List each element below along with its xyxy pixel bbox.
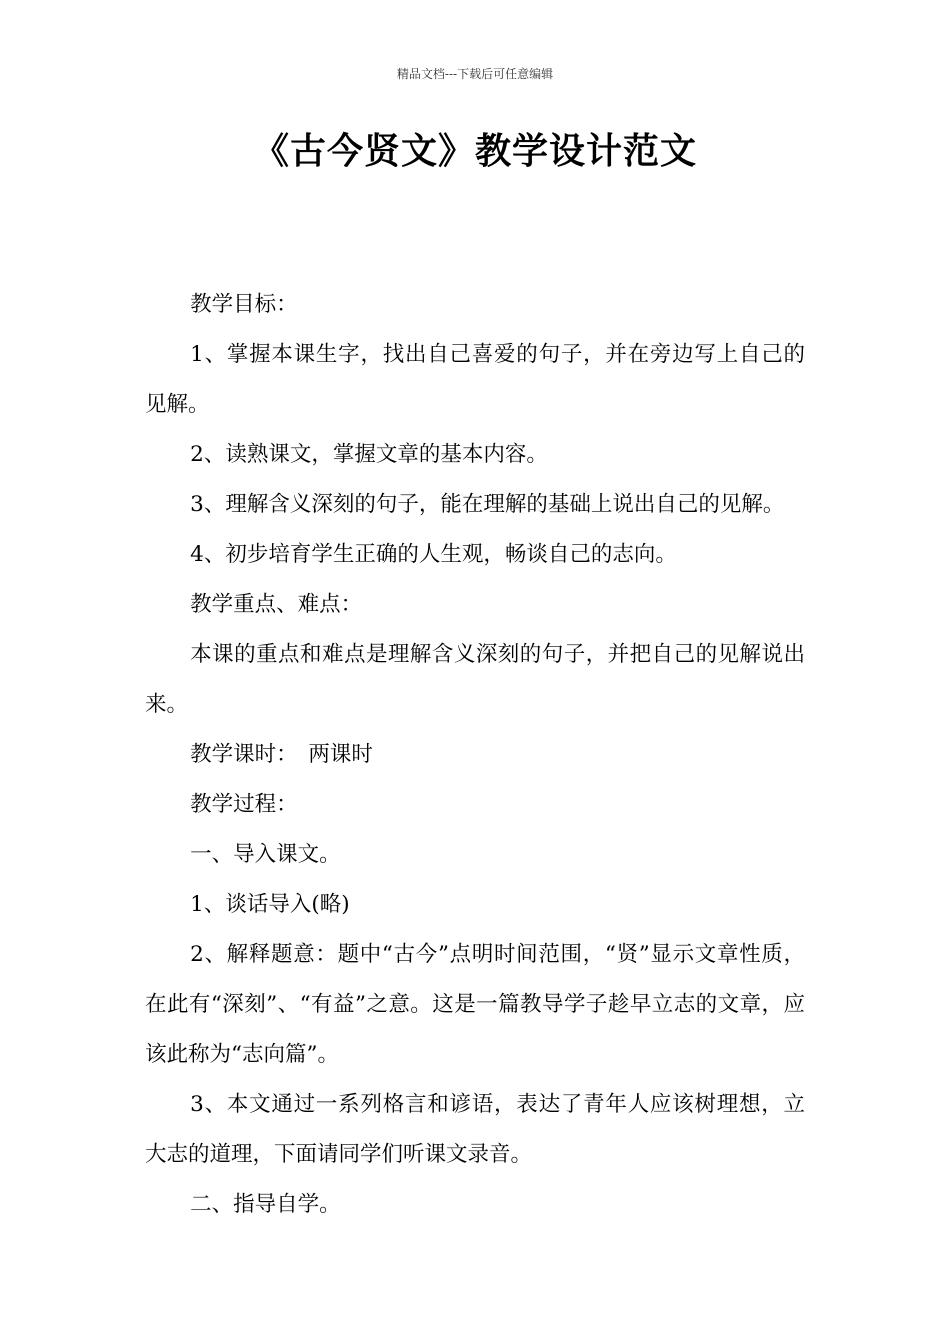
paragraph-objectives-heading: 教学目标： bbox=[190, 292, 298, 317]
paragraph-step-2: 2、解释题意：题中“古今”点明时间范围，“贤”显示文章性质，在此有“深刻”、“有益”之意。这是一篇教导学子趁早立志的文章，应该此称为“志向篇”。 bbox=[145, 942, 805, 1067]
paragraph-step-1: 1、谈话导入(略) bbox=[190, 892, 350, 917]
paragraph-class-hours: 教学课时： 两课时 bbox=[190, 742, 373, 767]
document-body bbox=[145, 280, 805, 1230]
page-header: 精品文档---下载后可任意编辑 bbox=[396, 67, 554, 81]
document-title: 《古今贤文》教学设计范文 bbox=[252, 131, 697, 172]
paragraph-objective-4: 4、初步培育学生正确的人生观，畅谈自己的志向。 bbox=[190, 542, 677, 567]
paragraph-key-points: 本课的重点和难点是理解含义深刻的句子，并把自己的见解说出来。 bbox=[145, 642, 805, 717]
paragraph-key-points-heading: 教学重点、难点： bbox=[190, 592, 363, 617]
paragraph-section-2: 二、指导自学。 bbox=[190, 1192, 341, 1217]
paragraph-objective-3: 3、理解含义深刻的句子，能在理解的基础上说出自己的见解。 bbox=[190, 492, 785, 517]
paragraph-step-3: 3、本文通过一系列格言和谚语，表达了青年人应该树理想，立大志的道理，下面请同学们听课文录音。 bbox=[145, 1092, 805, 1167]
paragraph-objective-2: 2、读熟课文，掌握文章的基本内容。 bbox=[190, 442, 548, 467]
paragraph-objective-1: 1、掌握本课生字，找出自己喜爱的句子，并在旁边写上自己的见解。 bbox=[145, 342, 805, 417]
paragraph-section-1: 一、导入课文。 bbox=[190, 842, 341, 867]
paragraph-process-heading: 教学过程： bbox=[190, 792, 298, 817]
